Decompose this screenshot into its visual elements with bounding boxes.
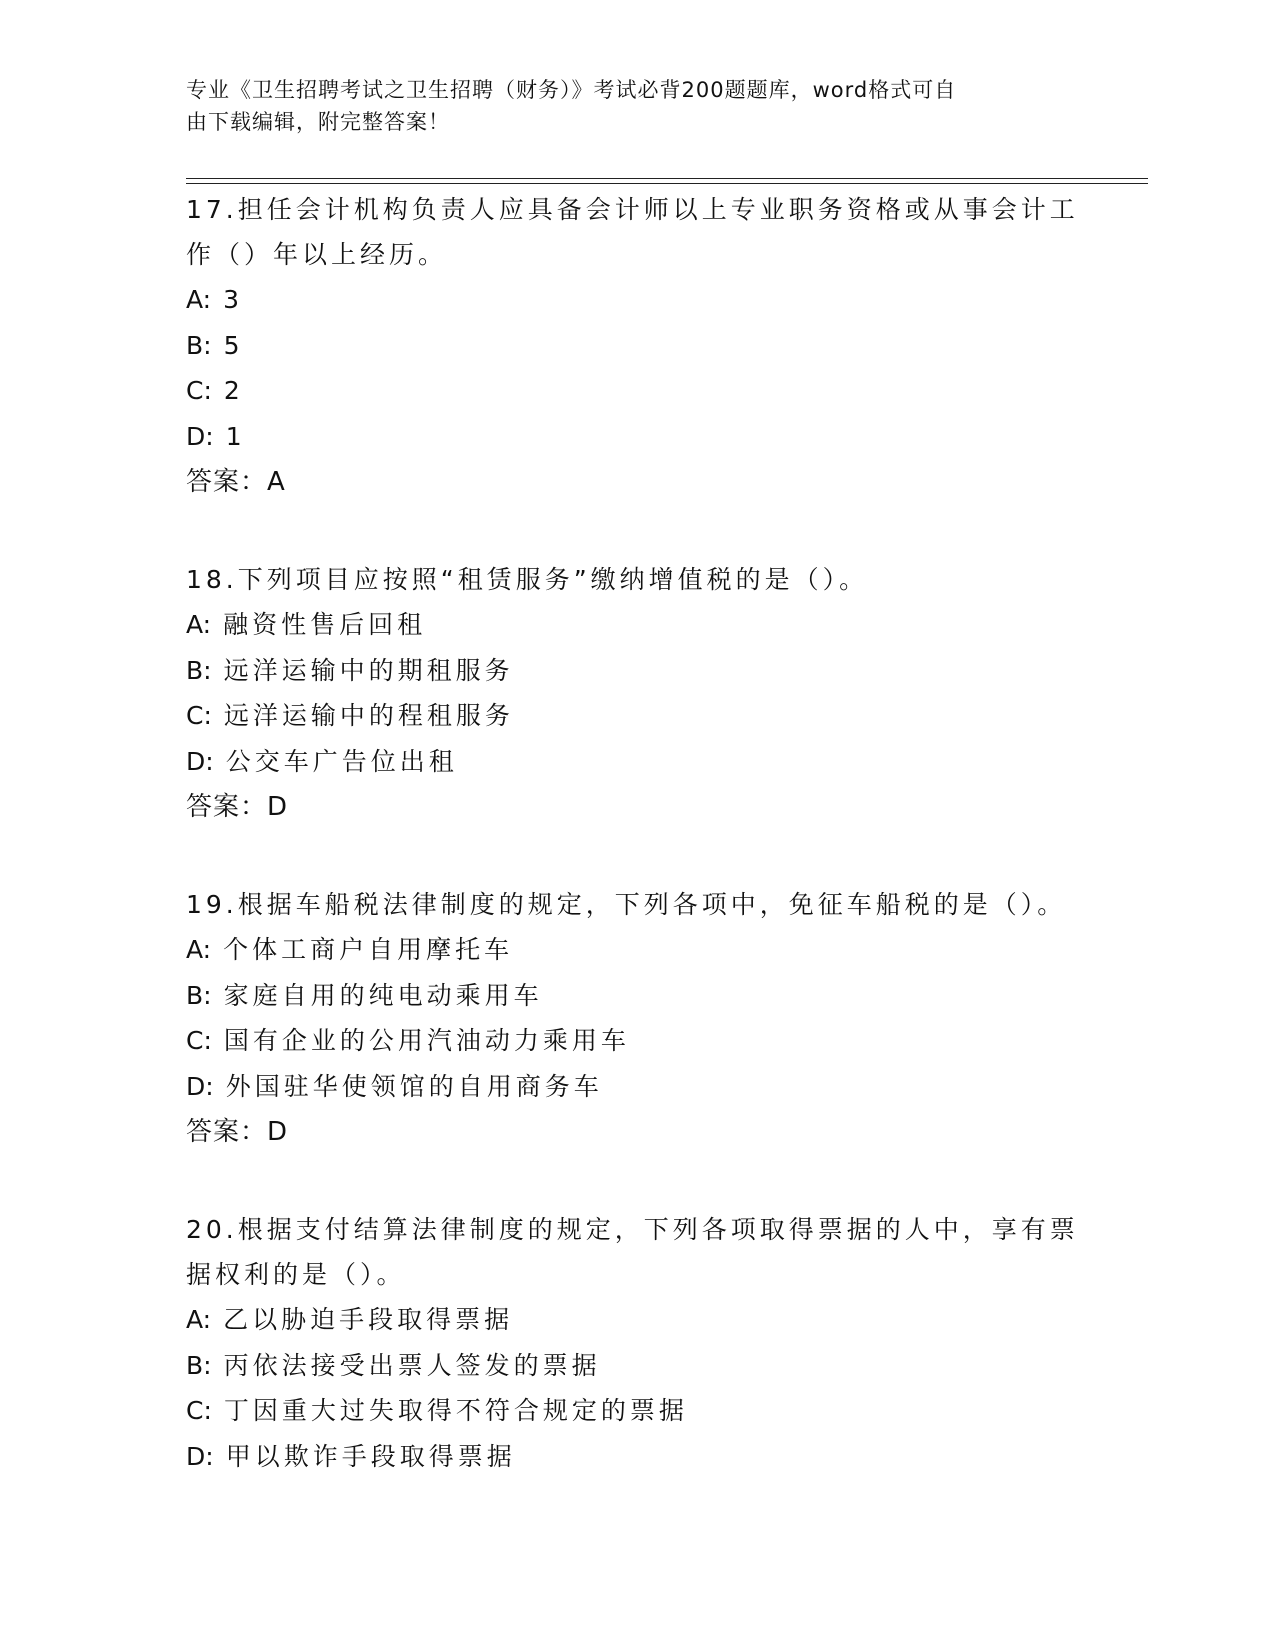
answer-value: D <box>267 792 288 822</box>
header-divider-bottom <box>186 183 1148 184</box>
option-text: 2 <box>223 376 244 405</box>
answer-line <box>186 459 1086 505</box>
question-17 <box>186 187 1086 505</box>
question-stem-line: 作（）年以上经历。 <box>186 240 448 269</box>
option-separator: : <box>202 610 212 639</box>
option-letter: C <box>186 701 204 730</box>
option-letter: B <box>186 655 204 685</box>
header-line-2: 由下载编辑，附完整答案！ <box>186 110 450 134</box>
option-separator: : <box>203 1396 212 1425</box>
option-text: 丙依法接受出票人签发的票据 <box>223 1350 601 1380</box>
option-c <box>186 368 1086 414</box>
option-separator: : <box>202 935 212 964</box>
option-a <box>186 927 1086 973</box>
question-18 <box>186 557 1086 830</box>
option-text: 1 <box>225 421 246 451</box>
answer-label: 答案： <box>186 467 268 497</box>
option-a <box>186 1297 1086 1343</box>
option-letter: B <box>186 330 204 360</box>
question-stem-line: 17.担任会计机构负责人应具备会计师以上专业职务资格或从事会计工 <box>186 195 1079 224</box>
option-separator: : <box>203 655 212 685</box>
option-separator: : <box>203 1350 212 1380</box>
option-text: 远洋运输中的程租服务 <box>223 701 514 730</box>
option-c <box>186 1388 1086 1434</box>
option-letter: B <box>186 1350 204 1380</box>
option-d <box>186 414 1086 460</box>
option-d <box>186 739 1086 785</box>
question-20 <box>186 1207 1086 1479</box>
answer-label: 答案： <box>186 792 268 822</box>
option-d <box>186 1064 1086 1110</box>
question-stem-line: 据权利的是（）。 <box>186 1260 406 1289</box>
option-a <box>186 602 1086 648</box>
option-text: 丁因重大过失取得不符合规定的票据 <box>223 1396 688 1425</box>
option-letter: A <box>186 285 203 314</box>
question-stem-line: 18.下列项目应按照“租赁服务”缴纳增值税的是（）。 <box>186 565 869 594</box>
option-text: 国有企业的公用汽油动力乘用车 <box>223 1026 630 1055</box>
option-separator: : <box>203 701 212 730</box>
option-separator: : <box>202 285 212 314</box>
option-letter: D <box>186 421 206 451</box>
option-separator: : <box>205 421 214 451</box>
option-d <box>186 1434 1086 1480</box>
option-b <box>186 1343 1086 1389</box>
option-separator: : <box>205 746 214 776</box>
question-19 <box>186 882 1086 1155</box>
option-b <box>186 648 1086 694</box>
option-text: 个体工商户自用摩托车 <box>223 935 514 964</box>
option-letter: B <box>186 980 204 1010</box>
answer-value: A <box>267 467 285 497</box>
option-separator: : <box>203 1026 212 1055</box>
option-letter: C <box>186 1026 204 1055</box>
answer-label: 答案： <box>186 1117 268 1147</box>
option-letter: C <box>186 1396 204 1425</box>
question-list <box>186 187 1086 1531</box>
option-letter: A <box>186 1305 203 1334</box>
answer-value: D <box>267 1117 288 1147</box>
option-letter: D <box>186 1071 206 1101</box>
option-text: 公交车广告位出租 <box>225 746 458 776</box>
option-separator: : <box>203 376 212 405</box>
option-text: 融资性售后回租 <box>223 610 427 639</box>
answer-line <box>186 1109 1086 1155</box>
option-text: 3 <box>223 285 244 314</box>
option-letter: D <box>186 746 206 776</box>
option-text: 5 <box>223 330 244 360</box>
header-divider-top <box>186 178 1148 179</box>
option-b <box>186 323 1086 369</box>
option-c <box>186 693 1086 739</box>
option-letter: A <box>186 935 203 964</box>
option-separator: : <box>205 1441 214 1471</box>
header-line-1: 专业《卫生招聘考试之卫生招聘（财务）》考试必背200题题库，word格式可自 <box>186 78 957 102</box>
answer-line <box>186 784 1086 830</box>
option-b <box>186 973 1086 1019</box>
question-stem-line: 20.根据支付结算法律制度的规定，下列各项取得票据的人中，享有票 <box>186 1215 1079 1244</box>
option-letter: A <box>186 610 203 639</box>
option-separator: : <box>203 980 212 1010</box>
option-separator: : <box>202 1305 212 1334</box>
option-separator: : <box>205 1071 214 1101</box>
question-stem-line: 19.根据车船税法律制度的规定，下列各项中，免征车船税的是（）。 <box>186 890 1067 919</box>
document-header <box>186 74 1086 138</box>
option-text: 乙以胁迫手段取得票据 <box>223 1305 514 1334</box>
option-letter: C <box>186 376 204 405</box>
option-letter: D <box>186 1441 206 1471</box>
option-a <box>186 277 1086 323</box>
option-text: 远洋运输中的期租服务 <box>223 655 514 685</box>
option-text: 甲以欺诈手段取得票据 <box>225 1441 516 1471</box>
option-text: 外国驻华使领馆的自用商务车 <box>225 1071 603 1101</box>
option-text: 家庭自用的纯电动乘用车 <box>223 980 543 1010</box>
option-separator: : <box>203 330 212 360</box>
option-c <box>186 1018 1086 1064</box>
